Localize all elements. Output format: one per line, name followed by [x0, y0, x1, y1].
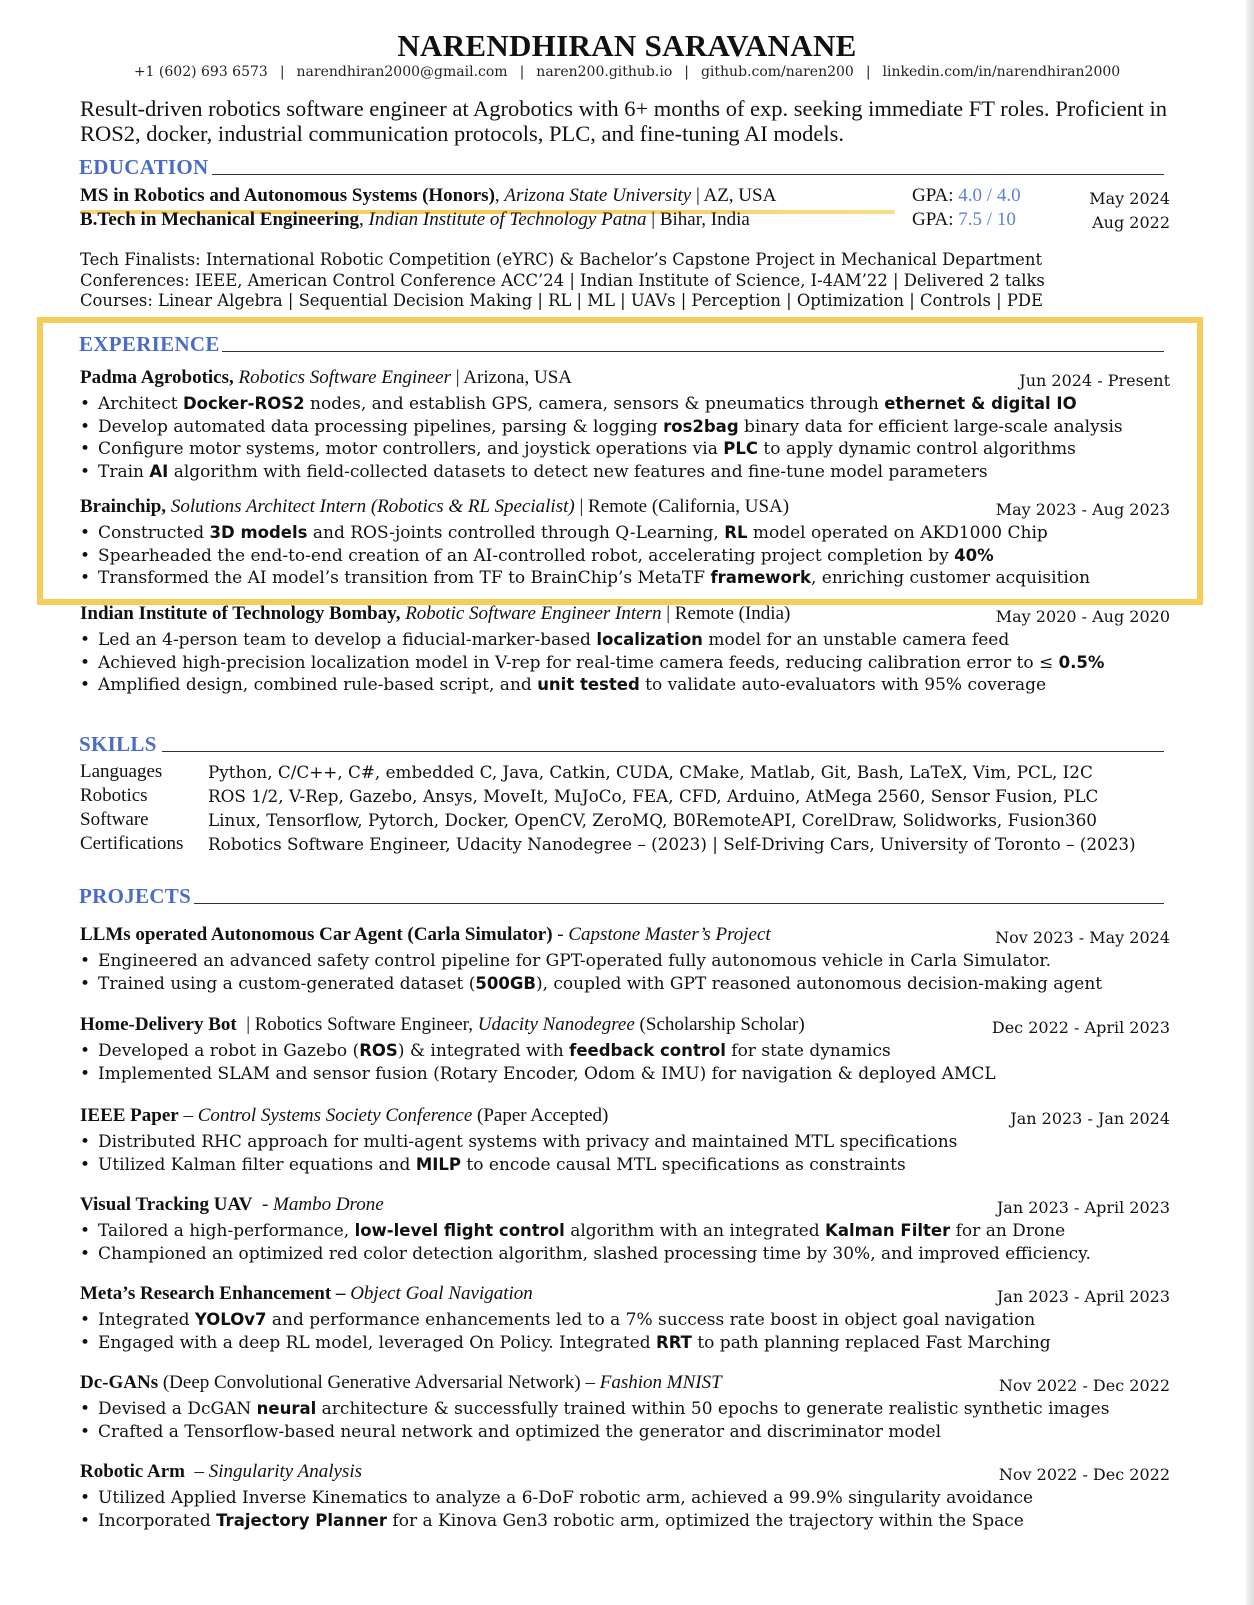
- skill-label: Languages: [80, 761, 163, 782]
- bullet-dot: •: [80, 1041, 91, 1061]
- job-date: May 2023 - Aug 2023: [995, 500, 1170, 519]
- project-date: Jan 2023 - April 2023: [996, 1198, 1170, 1217]
- skill-value: ROS 1/2, V-Rep, Gazebo, Ansys, MoveIt, MuJoCo, FEA, CFD, Arduino, AtMega 2560, Sensor Fusion, PLC: [208, 786, 1099, 806]
- experience.jobs.0.bullets-bullet: • Configure motor systems, motor controllers, and joystick operations via PLC to apply dynamic control algorithms: [80, 439, 1076, 459]
- github-link[interactable]: github.com/naren200: [700, 64, 854, 80]
- project-date: Jan 2023 - Jan 2024: [1010, 1109, 1170, 1128]
- projects.items.0.bullets-bullet: • Engineered an advanced safety control pipeline for GPT-operated fully autonomous vehicle in Carla Simulator.: [80, 951, 1052, 971]
- skill-label: Robotics: [80, 785, 148, 806]
- experience-heading: EXPERIENCE: [79, 332, 220, 356]
- bullet-dot: •: [80, 951, 91, 971]
- projects.items.1.bullets-bullet: • Developed a robot in Gazebo (ROS) & integrated with feedback control for state dynamics: [80, 1041, 891, 1061]
- skill-label: Certifications: [80, 833, 184, 854]
- job-date: May 2020 - Aug 2020: [995, 607, 1170, 626]
- projects.items.2.bullets-bullet: • Distributed RHC approach for multi-agent systems with privacy and maintained MTL specifications: [80, 1132, 958, 1152]
- projects.items.3.bullets-bullet: • Championed an optimized red color detection algorithm, slashed processing time by 30%, and improved efficiency.: [80, 1244, 1091, 1264]
- projects.items.4.bullets-bullet: • Engaged with a deep RL model, leveraged On Policy. Integrated RRT to path planning replaced Fast Marching: [80, 1333, 1051, 1353]
- skill-value: Linux, Tensorflow, Pytorch, Docker, OpenCV, ZeroMQ, B0RemoteAPI, CorelDraw, Solidworks, Fusion360: [208, 810, 1097, 830]
- tech-finalists-line: Tech Finalists: International Robotic Competition (eYRC) & Bachelor’s Capstone Project in Mechanical Department: [80, 250, 1043, 269]
- bullet-dot: •: [80, 652, 91, 673]
- project-header: Dc-GANs (Deep Convolutional Generative Adversarial Network) – Fashion MNIST: [80, 1372, 722, 1393]
- education-rule: [212, 174, 1164, 175]
- bullet-dot: •: [80, 1511, 91, 1531]
- projects.items.6.bullets-bullet: • Utilized Applied Inverse Kinematics to analyze a 6-DoF robotic arm, achieved a 99.9% singularity avoidance: [80, 1488, 1034, 1508]
- project-header: Meta’s Research Enhancement – Object Goal Navigation: [80, 1283, 533, 1304]
- skills-heading: SKILLS: [79, 732, 157, 756]
- bullet-dot: •: [80, 630, 91, 650]
- education-detail-lines: [80, 250, 1045, 312]
- project-header: LLMs operated Autonomous Car Agent (Carla Simulator) - Capstone Master’s Project: [80, 924, 771, 945]
- experience.jobs.0.bullets-bullet: • Architect Docker-ROS2 nodes, and establish GPS, camera, sensors & pneumatics through ethernet & digital IO: [80, 394, 1077, 414]
- project-date: Jan 2023 - April 2023: [996, 1287, 1170, 1306]
- project-date: Nov 2022 - Dec 2022: [998, 1376, 1170, 1395]
- bullet-dot: •: [80, 568, 91, 588]
- experience.jobs.1.bullets-bullet: • Spearheaded the end-to-end creation of an AI-controlled robot, accelerating project completion by 40%: [80, 545, 994, 566]
- bullet-dot: •: [80, 1333, 91, 1353]
- phone[interactable]: +1 (602) 693 6573: [133, 64, 268, 80]
- projects.items.1.bullets-bullet: • Implemented SLAM and sensor fusion (Rotary Encoder, Odom & IMU) for navigation & deployed AMCL: [80, 1064, 996, 1084]
- bullet-dot: •: [80, 1155, 91, 1175]
- job-header: Padma Agrobotics, Robotics Software Engineer | Arizona, USA: [80, 367, 572, 388]
- candidate-name: NARENDHIRAN SARAVANANE: [397, 28, 857, 63]
- projects.items.0.bullets-bullet: • Trained using a custom-generated dataset (500GB), coupled with GPT reasoned autonomous decision-making agent: [80, 974, 1103, 994]
- experience.jobs.0.bullets-bullet: • Train AI algorithm with field-collected datasets to detect new features and fine-tune model parameters: [80, 461, 988, 482]
- experience.jobs.2.bullets-bullet: • Led an 4-person team to develop a fiducial-marker-based localization model for an unstable camera feed: [80, 630, 1010, 650]
- bullet-dot: •: [80, 1064, 91, 1084]
- bullet-dot: •: [80, 1488, 91, 1508]
- gpa-btech: GPA: 7.5 / 10: [912, 209, 1016, 230]
- conferences-line: Conferences: IEEE, American Control Conference ACC’24 | Indian Institute of Science, I-4AM’22 | Delivered 2 talks: [80, 270, 1045, 290]
- skills-rule: [162, 751, 1164, 752]
- projects-heading: PROJECTS: [79, 884, 192, 908]
- project-date: Dec 2022 - April 2023: [991, 1018, 1170, 1037]
- experience.jobs.1.bullets-bullet: • Transformed the AI model’s transition from TF to BrainChip’s MetaTF framework, enriching customer acquisition: [80, 568, 1091, 588]
- date-btech: Aug 2022: [1092, 213, 1170, 232]
- projects.items.2.bullets-bullet: • Utilized Kalman filter equations and MILP to encode causal MTL specifications as constraints: [80, 1155, 906, 1175]
- website-link[interactable]: naren200.github.io: [536, 64, 673, 80]
- bullet-dot: •: [80, 675, 91, 695]
- bullet-dot: •: [80, 545, 91, 566]
- bullet-dot: •: [80, 1399, 91, 1419]
- bullet-dot: •: [80, 1244, 91, 1264]
- projects-rule: [194, 903, 1164, 904]
- projects.items.5.bullets-bullet: • Devised a DcGAN neural architecture & successfully trained within 50 epochs to generate realistic synthetic images: [80, 1399, 1110, 1419]
- experience.jobs.2.bullets-bullet: • Amplified design, combined rule-based script, and unit tested to validate auto-evaluators with 95% coverage: [80, 675, 1047, 695]
- project-date: Nov 2022 - Dec 2022: [998, 1465, 1170, 1484]
- skill-value: Robotics Software Engineer, Udacity Nanodegree – (2023) | Self-Driving Cars, University of Toronto – (2023): [208, 834, 1136, 854]
- projects.items.3.bullets-bullet: • Tailored a high-performance, low-level flight control algorithm with an integrated Kalman Filter for an Drone: [80, 1221, 1066, 1241]
- contact-line: +1 (602) 693 6573 | narendhiran2000@gmail.com | naren200.github.io | github.com/naren200 | linkedin.com/in/narendhiran2000: [133, 64, 1121, 80]
- projects.items.5.bullets-bullet: • Crafted a Tensorflow-based neural network and optimized the generator and discriminator model: [80, 1422, 942, 1442]
- bullet-dot: •: [80, 1422, 91, 1442]
- bullet-dot: •: [80, 1132, 91, 1152]
- page-edge-shadow: [1246, 0, 1254, 1605]
- bullet-dot: •: [80, 394, 91, 414]
- bullet-dot: •: [80, 1221, 91, 1241]
- bullet-dot: •: [80, 439, 91, 459]
- projects.items.6.bullets-bullet: • Incorporated Trajectory Planner for a Kinova Gen3 robotic arm, optimized the trajectory within the Space: [80, 1511, 1024, 1531]
- bullet-dot: •: [80, 523, 91, 543]
- linkedin-link[interactable]: linkedin.com/in/narendhiran2000: [882, 64, 1121, 80]
- date-ms: May 2024: [1089, 189, 1170, 208]
- education-entry-ms: MS in Robotics and Autonomous Systems (Honors), Arizona State University | AZ, USA: [80, 185, 777, 206]
- education-entry-btech: B.Tech in Mechanical Engineering, Indian Institute of Technology Patna | Bihar, India: [80, 209, 750, 230]
- gpa-ms: GPA: 4.0 / 4.0: [912, 185, 1021, 206]
- bullet-dot: •: [80, 974, 91, 994]
- project-header: Visual Tracking UAV - Mambo Drone: [80, 1194, 384, 1215]
- skill-label: Software: [80, 809, 149, 830]
- project-header: IEEE Paper – Control Systems Society Conference (Paper Accepted): [80, 1105, 609, 1126]
- education-heading: EDUCATION: [79, 155, 209, 179]
- bullet-dot: •: [80, 1310, 91, 1330]
- experience-rule: [222, 351, 1164, 352]
- experience.jobs.2.bullets-bullet: • Achieved high-precision localization model in V-rep for real-time camera feeds, reducing calibration error to ≤ 0.5%: [80, 652, 1105, 673]
- bullet-dot: •: [80, 416, 91, 437]
- job-header: Brainchip, Solutions Architect Intern (Robotics & RL Specialist) | Remote (California, USA): [80, 496, 790, 517]
- experience.jobs.0.bullets-bullet: • Develop automated data processing pipelines, parsing & logging ros2bag binary data for efficient large-scale analysis: [80, 416, 1123, 437]
- experience.jobs.1.bullets-bullet: • Constructed 3D models and ROS-joints controlled through Q-Learning, RL model operated on AKD1000 Chip: [80, 523, 1048, 543]
- email-link[interactable]: narendhiran2000@gmail.com: [296, 64, 508, 80]
- courses-line: Courses: Linear Algebra | Sequential Decision Making | RL | ML | UAVs | Perception | Optimization | Controls | PDE: [80, 291, 1043, 310]
- summary: Result-driven robotics software engineer at Agrobotics with 6+ months of exp. seeking immediate FT roles. Proficient in ROS2, docker, industrial communication protocols, PLC, and fine-tuning AI models.: [80, 96, 1168, 146]
- project-header: Robotic Arm – Singularity Analysis: [80, 1461, 362, 1482]
- projects.items.4.bullets-bullet: • Integrated YOLOv7 and performance enhancements led to a 7% success rate boost in object goal navigation: [80, 1310, 1036, 1330]
- project-header: Home-Delivery Bot | Robotics Software Engineer, Udacity Nanodegree (Scholarship Scholar): [80, 1014, 805, 1035]
- job-header: Indian Institute of Technology Bombay, Robotic Software Engineer Intern | Remote (India): [80, 603, 791, 624]
- job-date: Jun 2024 - Present: [1019, 371, 1170, 390]
- bullet-dot: •: [80, 461, 91, 482]
- project-date: Nov 2023 - May 2024: [995, 928, 1170, 947]
- skill-value: Python, C/C++, C#, embedded C, Java, Catkin, CUDA, CMake, Matlab, Git, Bash, LaTeX, Vim, PCL, I2C: [208, 762, 1093, 782]
